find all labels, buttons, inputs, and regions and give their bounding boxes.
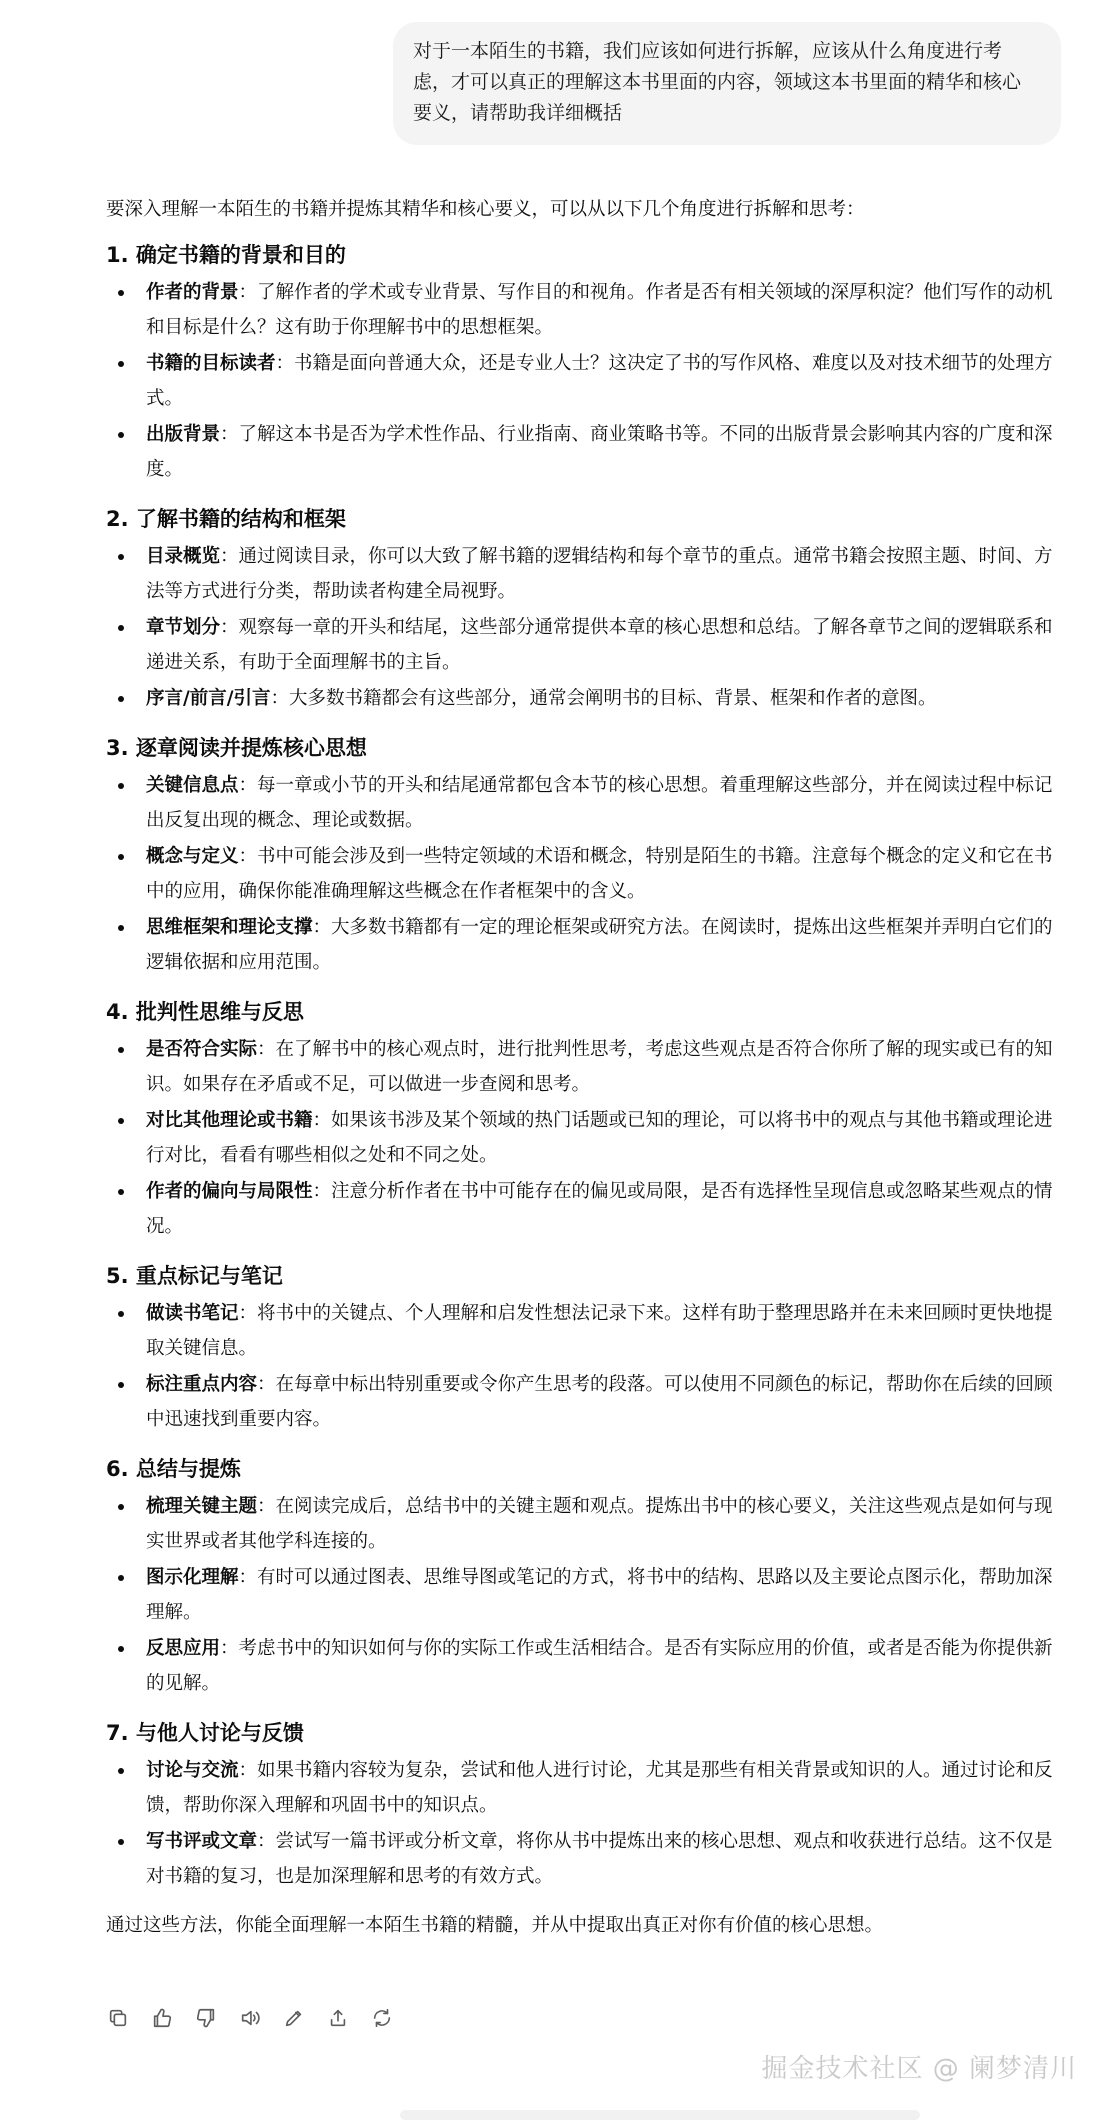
point-label: 标注重点内容 [146,1374,258,1395]
section-points [106,1753,1066,1894]
list-item [106,1631,1066,1701]
point-label: 思维框架和理论支撑 [146,917,313,938]
user-message-bubble [393,22,1061,145]
point-label: 图示化理解 [146,1567,239,1588]
point-label: 梳理关键主题 [146,1496,258,1517]
point-text: ：了解作者的学术或专业背景、写作目的和视角。作者是否有相关领域的深厚积淀？他们写作的动机和目标是什么？这有助于你理解书中的思想框架。 [146,282,1053,338]
point-text: ：在每章中标出特别重要或令你产生思考的段落。可以使用不同颜色的标记，帮助你在后续的回顾中迅速找到重要内容。 [146,1374,1053,1430]
point-label: 书籍的目标读者 [146,353,276,374]
copy-button[interactable] [104,2004,132,2032]
point-text: ：大多数书籍都会有这些部分，通常会阐明书的目标、背景、框架和作者的意图。 [270,688,937,709]
point-label: 目录概览 [146,546,221,567]
point-text: ：每一章或小节的开头和结尾通常都包含本节的核心思想。着重理解这些部分，并在阅读过程中标记出反复出现的概念、理论或数据。 [146,775,1053,831]
section-points [106,275,1066,487]
list-item [106,1367,1066,1437]
point-label: 是否符合实际 [146,1039,258,1060]
point-text: ：在阅读完成后，总结书中的关键主题和观点。提炼出书中的核心要义，关注这些观点是如何与现实世界或者其他学科连接的。 [146,1496,1053,1552]
section-points [106,1032,1066,1244]
point-label: 讨论与交流 [146,1760,239,1781]
list-item [106,681,1066,716]
point-label: 序言/前言/引言 [146,688,271,709]
list-item [106,839,1066,909]
edit-button[interactable] [280,2004,308,2032]
read-aloud-icon [239,2007,261,2029]
share-button[interactable] [324,2004,352,2032]
section-points [106,539,1066,716]
list-item [106,1032,1066,1102]
good-response-button[interactable] [148,2004,176,2032]
share-icon [327,2007,349,2029]
point-text: ：了解这本书是否为学术性作品、行业指南、商业策略书等。不同的出版背景会影响其内容的广度和深度。 [146,424,1053,480]
section-points [106,1489,1066,1701]
point-label: 概念与定义 [146,846,239,867]
section-title: 6. 总结与提炼 [106,1457,241,1481]
point-text: ：在了解书中的核心观点时，进行批判性思考，考虑这些观点是否符合你所了解的现实或已有的知识。如果存在矛盾或不足，可以做进一步查阅和思考。 [146,1039,1053,1095]
point-label: 章节划分 [146,617,221,638]
point-text: ：通过阅读目录，你可以大致了解书籍的逻辑结构和每个章节的重点。通常书籍会按照主题、时间、方法等方式进行分类，帮助读者构建全局视野。 [146,546,1053,602]
point-text: ：如果书籍内容较为复杂，尝试和他人进行讨论，尤其是那些有相关背景或知识的人。通过讨论和反馈，帮助你深入理解和巩固书中的知识点。 [146,1760,1053,1816]
answer-outro: 通过这些方法，你能全面理解一本陌生书籍的精髓，并从中提取出真正对你有价值的核心思想。 [106,1915,884,1936]
list-item [106,1753,1066,1823]
point-label: 反思应用 [146,1638,221,1659]
list-item [106,1174,1066,1244]
point-label: 作者的偏向与局限性 [146,1181,313,1202]
list-item [106,346,1066,416]
section-title: 2. 了解书籍的结构和框架 [106,507,346,531]
point-text: ：注意分析作者在书中可能存在的偏见或局限，是否有选择性呈现信息或忽略某些观点的情况。 [146,1181,1053,1237]
section-title: 1. 确定书籍的背景和目的 [106,243,346,267]
answer-sections [106,237,1066,1894]
point-text: ：尝试写一篇书评或分析文章，将你从书中提炼出来的核心思想、观点和收获进行总结。这不仅是对书籍的复习，也是加深理解和思考的有效方式。 [146,1831,1053,1887]
point-text: ：考虑书中的知识如何与你的实际工作或生活相结合。是否有实际应用的价值，或者是否能为你提供新的见解。 [146,1638,1053,1694]
point-text: ：书中可能会涉及到一些特定领域的术语和概念，特别是陌生的书籍。注意每个概念的定义和它在书中的应用，确保你能准确理解这些概念在作者框架中的含义。 [146,846,1053,902]
answer-intro: 要深入理解一本陌生的书籍并提炼其精华和核心要义，可以从以下几个角度进行拆解和思考： [106,199,865,220]
section-title: 7. 与他人讨论与反馈 [106,1721,304,1745]
point-label: 出版背景 [146,424,221,445]
list-item [106,539,1066,609]
list-item [106,1103,1066,1173]
edit-icon [283,2007,305,2029]
point-text: ：如果该书涉及某个领域的热门话题或已知的理论，可以将书中的观点与其他书籍或理论进行对比，看看有哪些相似之处和不同之处。 [146,1110,1053,1166]
user-message-text: 对于一本陌生的书籍，我们应该如何进行拆解，应该从什么角度进行考虑，才可以真正的理解这本书里面的内容，领域这本书里面的精华和核心要义，请帮助我详细概括 [413,40,1022,124]
regenerate-icon [371,2007,393,2029]
read-aloud-button[interactable] [236,2004,264,2032]
list-item [106,1489,1066,1559]
list-item [106,610,1066,680]
message-actions [104,2004,396,2032]
list-item [106,1560,1066,1630]
section-title: 4. 批判性思维与反思 [106,1000,304,1024]
point-label: 写书评或文章 [146,1831,258,1852]
point-label: 作者的背景 [146,282,239,303]
list-item [106,275,1066,345]
section-title: 5. 重点标记与笔记 [106,1264,283,1288]
copy-icon [107,2007,129,2029]
point-text: ：将书中的关键点、个人理解和启发性想法记录下来。这样有助于整理思路并在未来回顾时更快地提取关键信息。 [146,1303,1053,1359]
point-label: 对比其他理论或书籍 [146,1110,313,1131]
list-item [106,417,1066,487]
point-text: ：有时可以通过图表、思维导图或笔记的方式，将书中的结构、思路以及主要论点图示化，帮助加深理解。 [146,1567,1053,1623]
thumbs-down-icon [195,2007,217,2029]
point-label: 做读书笔记 [146,1303,239,1324]
list-item [106,1824,1066,1894]
watermark: 掘金技术社区 @ 阑梦清川 [761,2054,1077,2084]
list-item [106,1296,1066,1366]
regenerate-button[interactable] [368,2004,396,2032]
bad-response-button[interactable] [192,2004,220,2032]
point-text: ：观察每一章的开头和结尾，这些部分通常提供本章的核心思想和总结。了解各章节之间的逻辑联系和递进关系，有助于全面理解书的主旨。 [146,617,1053,673]
thumbs-up-icon [151,2007,173,2029]
section-title: 3. 逐章阅读并提炼核心思想 [106,736,367,760]
list-item [106,768,1066,838]
assistant-answer [106,192,1066,1943]
list-item [106,910,1066,980]
point-text: ：书籍是面向普通大众，还是专业人士？这决定了书的写作风格、难度以及对技术细节的处理方式。 [146,353,1053,409]
composer-edge [400,2110,920,2120]
point-text: ：大多数书籍都有一定的理论框架或研究方法。在阅读时，提炼出这些框架并弄明白它们的逻辑依据和应用范围。 [146,917,1053,973]
section-points [106,768,1066,980]
point-label: 关键信息点 [146,775,239,796]
section-points [106,1296,1066,1437]
